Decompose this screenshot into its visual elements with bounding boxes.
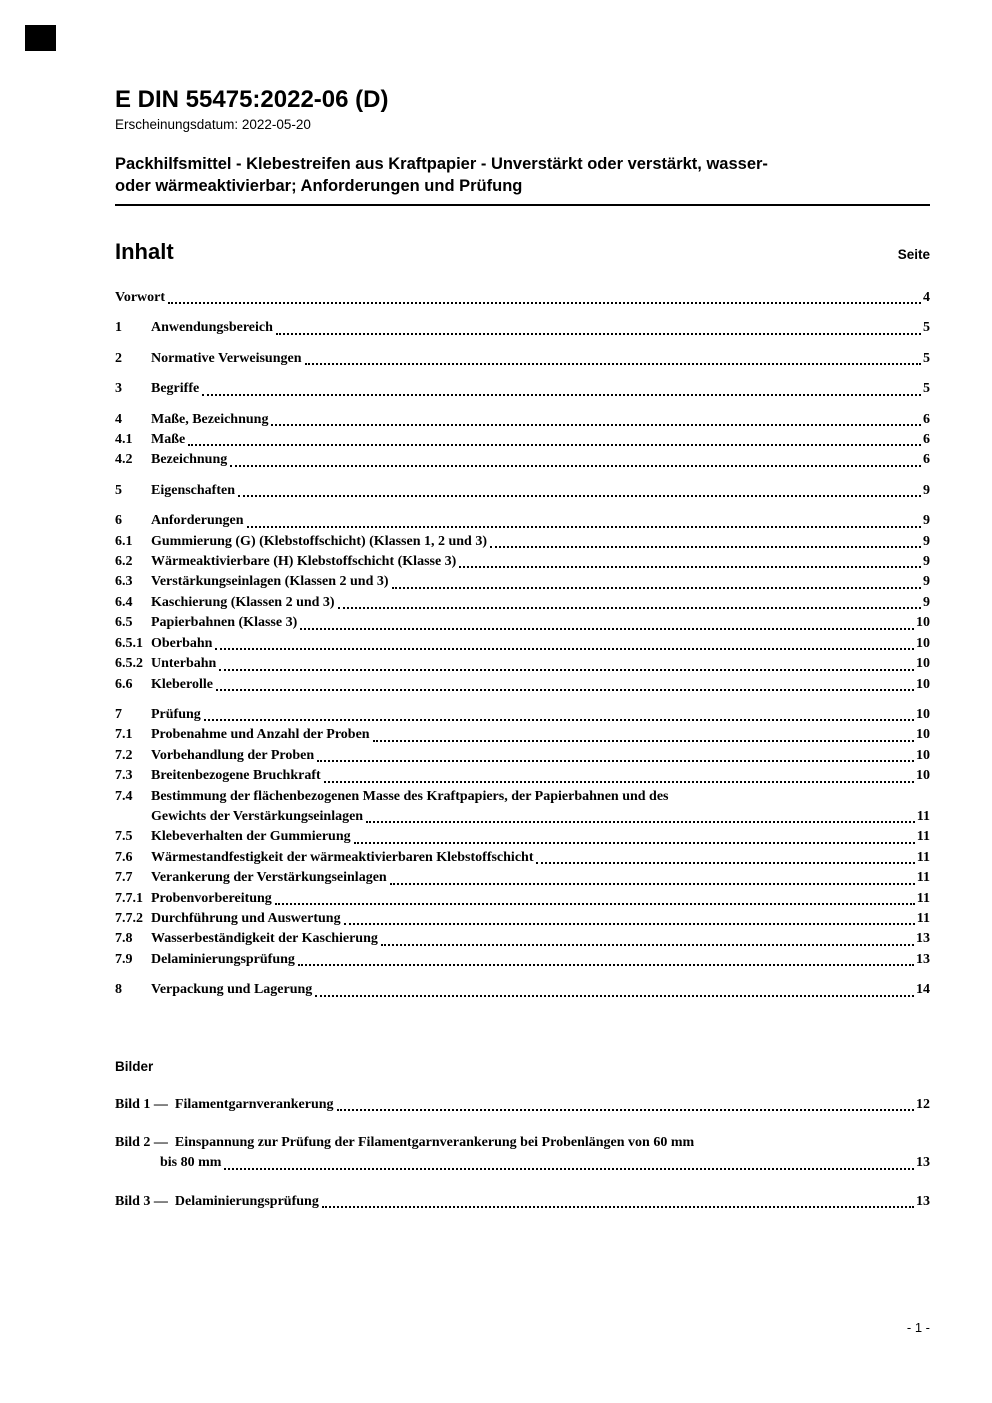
- toc-entry: [115, 787, 930, 807]
- toc-entry-label: Maße: [151, 432, 186, 448]
- toc-leader-dots: [392, 587, 921, 589]
- toc-entry-page: 10: [916, 656, 930, 672]
- toc-entry: [115, 909, 930, 929]
- page-number-footer: - 1 -: [906, 1320, 930, 1335]
- toc-entry-number: 8: [115, 982, 122, 998]
- toc-entry-number: 7.4: [115, 788, 133, 804]
- toc-leader-dots: [305, 363, 922, 365]
- toc-entry-page: 9: [923, 482, 930, 498]
- toc-entry-label: Unterbahn: [151, 656, 217, 672]
- toc-entry: [115, 868, 930, 888]
- figure-entry-number: Bild 1 —: [115, 1096, 168, 1112]
- figure-entry-title: Einspannung zur Prüfung der Filamentgarnverankerung bei Probenlängen von 60 mm: [174, 1135, 695, 1150]
- toc-entry: [115, 929, 930, 949]
- toc-entry-number: 6.1: [115, 533, 133, 549]
- toc-entry-label: Verpackung und Lagerung: [151, 982, 313, 998]
- toc-entry-page: 13: [916, 951, 930, 967]
- toc-entry-label: Probenvorbereitung: [151, 890, 272, 906]
- toc-entry: [115, 950, 930, 970]
- toc-entry-number: 4.1: [115, 432, 133, 448]
- toc-entry-number: 6.5.2: [115, 656, 143, 672]
- toc-entry: [115, 379, 930, 399]
- toc-leader-dots: [317, 760, 914, 762]
- toc-entry-page: 14: [916, 982, 930, 998]
- toc-entry: [115, 613, 930, 633]
- toc-entry-page: 9: [923, 554, 930, 570]
- toc-entry-number: 6.3: [115, 574, 133, 590]
- toc-entry: [115, 572, 930, 592]
- toc-entry-label: Begriffe: [151, 381, 200, 397]
- toc-entry-page: 4: [923, 290, 930, 305]
- toc-entry-label: Maße, Bezeichnung: [151, 411, 269, 427]
- toc-entry-page: 6: [923, 452, 930, 468]
- document-title-line2: oder wärmeaktivierbar; Anforderungen und Prüfung: [115, 176, 523, 195]
- figure-entry-number: Bild 3 —: [115, 1193, 168, 1209]
- toc-leader-dots: [230, 465, 921, 467]
- toc-leader-dots: [224, 1168, 914, 1170]
- toc-entry-label: Klebeverhalten der Gummierung: [151, 829, 351, 845]
- toc-entry-label: Vorwort: [115, 290, 166, 305]
- toc-leader-dots: [271, 424, 921, 426]
- toc-entry: [115, 532, 930, 552]
- toc-entry-page: 5: [923, 350, 930, 366]
- toc-leader-dots: [315, 995, 914, 997]
- toc-entry: [115, 593, 930, 613]
- toc-entry: [115, 349, 930, 369]
- toc-leader-dots: [366, 821, 915, 823]
- toc-entry-page: 6: [923, 411, 930, 427]
- toc-entry: [115, 675, 930, 695]
- toc-entry-number: 7.7.2: [115, 910, 143, 926]
- toc-entry: [115, 889, 930, 909]
- figure-entry-title: Filamentgarnverankerung: [174, 1096, 334, 1112]
- toc-leader-dots: [381, 944, 914, 946]
- toc-leader-dots: [337, 1109, 914, 1111]
- toc-entry-label: Delaminierungsprüfung: [151, 951, 295, 967]
- toc-entry-number: 7.3: [115, 768, 133, 784]
- toc-entry-number: 7.8: [115, 931, 133, 947]
- toc-entry-number: 7.7.1: [115, 890, 143, 906]
- toc-leader-dots: [344, 923, 915, 925]
- figure-entry-page: 12: [916, 1096, 930, 1112]
- toc-entry-number: 7.2: [115, 747, 133, 763]
- document-number: E DIN 55475:2022-06 (D): [115, 86, 389, 113]
- toc-list: [115, 288, 930, 1001]
- publication-date: Erscheinungsdatum: 2022-05-20: [115, 117, 311, 132]
- toc-entry: [115, 410, 930, 430]
- toc-entry: [115, 725, 930, 745]
- toc-entry-number: 7.9: [115, 951, 133, 967]
- toc-entry-page: 10: [916, 676, 930, 692]
- toc-entry: [115, 827, 930, 847]
- toc-leader-dots: [188, 444, 921, 446]
- toc-leader-dots: [276, 333, 921, 335]
- toc-leader-dots: [354, 842, 915, 844]
- toc-entry: [115, 450, 930, 470]
- toc-leader-dots: [215, 648, 914, 650]
- toc-entry-page: 11: [916, 890, 930, 906]
- toc-entry-label: Bezeichnung: [151, 452, 228, 468]
- toc-entry-page: 11: [916, 829, 930, 845]
- toc-entry-number: 6.2: [115, 554, 133, 570]
- toc-entry: [115, 654, 930, 674]
- toc-leader-dots: [300, 628, 914, 630]
- toc-leader-dots: [275, 903, 915, 905]
- scan-artifact-mark: [25, 25, 56, 51]
- toc-entry-number: 7.1: [115, 727, 133, 743]
- toc-entry-page: 10: [916, 727, 930, 743]
- title-divider: [115, 204, 930, 206]
- toc-leader-dots: [168, 302, 921, 304]
- toc-heading: Inhalt: [115, 239, 174, 264]
- toc-entry-page: 5: [923, 320, 930, 336]
- toc-entry: [115, 705, 930, 725]
- toc-entry-page: 9: [923, 533, 930, 549]
- figure-entry-title: bis 80 mm: [160, 1155, 222, 1171]
- figure-entry-continuation: [115, 1153, 930, 1173]
- toc-entry-number: 6: [115, 513, 122, 529]
- toc-entry-label: Probenahme und Anzahl der Proben: [151, 727, 370, 743]
- toc-entry-label: Verankerung der Verstärkungseinlagen: [151, 870, 387, 886]
- toc-entry-label: Anwendungsbereich: [151, 320, 273, 336]
- toc-leader-dots: [298, 964, 914, 966]
- toc-leader-dots: [373, 740, 914, 742]
- toc-entry-page: 11: [916, 870, 930, 886]
- toc-entry-number: 7.7: [115, 870, 133, 886]
- toc-entry-page: 10: [916, 706, 930, 722]
- toc-entry-number: 2: [115, 350, 122, 366]
- toc-entry-label: Kaschierung (Klassen 2 und 3): [151, 594, 335, 610]
- toc-leader-dots: [490, 546, 921, 548]
- toc-entry-label: Gummierung (G) (Klebstoffschicht) (Klassen 1, 2 und 3): [151, 533, 487, 549]
- toc-leader-dots: [459, 566, 921, 568]
- toc-entry-number: 5: [115, 482, 122, 498]
- figure-entry: [115, 1095, 930, 1115]
- toc-leader-dots: [338, 607, 921, 609]
- toc-leader-dots: [238, 495, 921, 497]
- toc-entry-number: 6.5.1: [115, 635, 143, 651]
- toc-entry-label: Vorbehandlung der Proben: [151, 747, 315, 763]
- toc-entry-page: 11: [916, 849, 930, 865]
- figures-list: [115, 1095, 930, 1213]
- toc-entry-number: 6.5: [115, 615, 133, 631]
- toc-entry-page: 13: [916, 931, 930, 947]
- toc-entry-page: 10: [916, 615, 930, 631]
- page-column-label: Seite: [897, 247, 930, 262]
- toc-entry-page: 6: [923, 432, 930, 448]
- toc-entry-label: Wärmestandfestigkeit der wärmeaktivierbaren Klebstoffschicht: [151, 849, 534, 865]
- toc-leader-dots: [247, 526, 921, 528]
- toc-entry-label: Verstärkungseinlagen (Klassen 2 und 3): [151, 574, 389, 590]
- toc-leader-dots: [219, 669, 914, 671]
- toc-entry-number: 7.6: [115, 849, 133, 865]
- document-title: [115, 154, 930, 197]
- toc-entry-label: Oberbahn: [151, 635, 213, 651]
- toc-entry: [115, 634, 930, 654]
- toc-entry-number: 7.5: [115, 829, 133, 845]
- toc-entry-number: 1: [115, 320, 122, 336]
- toc-leader-dots: [322, 1206, 914, 1208]
- toc-entry-label: Prüfung: [151, 706, 201, 722]
- toc-entry-label: Wärmeaktivierbare (H) Klebstoffschicht (Klasse 3): [151, 554, 457, 570]
- toc-entry-page: 5: [923, 381, 930, 397]
- toc-entry: [115, 481, 930, 501]
- toc-leader-dots: [390, 883, 915, 885]
- toc-leader-dots: [536, 862, 914, 864]
- toc-entry-number: 6.4: [115, 594, 133, 610]
- toc-entry-continuation: [115, 807, 930, 827]
- figure-entry-title: Delaminierungsprüfung: [174, 1193, 319, 1209]
- figure-entry: [115, 1133, 930, 1153]
- toc-entry-label: Normative Verweisungen: [151, 350, 302, 366]
- toc-entry-page: 9: [923, 513, 930, 529]
- toc-leader-dots: [202, 394, 921, 396]
- toc-entry-label: Wasserbeständigkeit der Kaschierung: [151, 931, 378, 947]
- toc-entry: [115, 746, 930, 766]
- toc-entry-page: 10: [916, 635, 930, 651]
- toc-entry-page: 9: [923, 594, 930, 610]
- toc-leader-dots: [216, 689, 914, 691]
- toc-entry-number: 7: [115, 706, 122, 722]
- toc-entry-label: Durchführung und Auswertung: [151, 910, 341, 926]
- toc-header: [115, 239, 930, 265]
- figure-entry-page: 13: [916, 1155, 930, 1171]
- toc-entry-page: 11: [916, 910, 930, 926]
- toc-entry: [115, 430, 930, 450]
- toc-entry-number: 4.2: [115, 452, 133, 468]
- toc-entry: [115, 980, 930, 1000]
- toc-entry-label: Bestimmung der flächenbezogenen Masse des Kraftpapiers, der Papierbahnen und des: [151, 788, 669, 804]
- toc-entry: [115, 848, 930, 868]
- toc-entry: [115, 318, 930, 338]
- toc-entry-label: Breitenbezogene Bruchkraft: [151, 768, 321, 784]
- toc-entry-number: 4: [115, 411, 122, 427]
- toc-leader-dots: [204, 719, 914, 721]
- toc-leader-dots: [324, 781, 914, 783]
- document-title-line1: Packhilfsmittel - Klebestreifen aus Kraftpapier - Unverstärkt oder verstärkt, wasser-: [115, 155, 768, 173]
- toc-entry: [115, 511, 930, 531]
- figure-entry-number: Bild 2 —: [115, 1135, 168, 1150]
- toc-entry-page: 10: [916, 747, 930, 763]
- toc-entry-page: 9: [923, 574, 930, 590]
- figures-heading: Bilder: [115, 1058, 154, 1074]
- toc-entry-label: Kleberolle: [151, 676, 213, 692]
- toc-entry: [115, 766, 930, 786]
- toc-entry-number: 6.6: [115, 676, 133, 692]
- toc-entry-label: Eigenschaften: [151, 482, 235, 498]
- toc-entry: [115, 288, 930, 308]
- figure-entry-page: 13: [916, 1193, 930, 1209]
- toc-entry-label: Gewichts der Verstärkungseinlagen: [151, 808, 364, 824]
- figure-entry: [115, 1192, 930, 1212]
- toc-entry-label: Anforderungen: [151, 513, 244, 529]
- toc-entry-number: 3: [115, 381, 122, 397]
- toc-entry-page: 10: [916, 768, 930, 784]
- toc-entry-label: Papierbahnen (Klasse 3): [151, 615, 298, 631]
- toc-entry: [115, 552, 930, 572]
- toc-entry-page: 11: [916, 808, 930, 824]
